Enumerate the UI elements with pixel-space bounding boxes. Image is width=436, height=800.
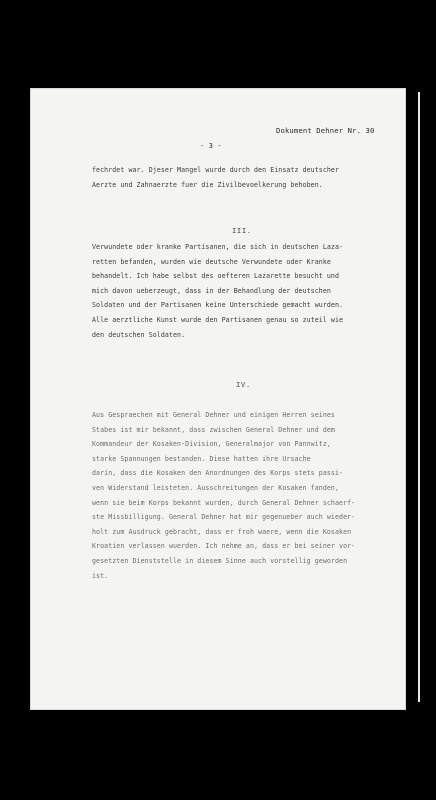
text-line: holt zum Ausdruck gebracht, dass er froh waere, wenn die Kosaken: [92, 527, 352, 536]
text-line: Kroatien verlassen wuerden. Ich nehme an, dass er bei seiner vor-: [92, 542, 356, 551]
text-line: Aerzte und Zahnaerzte fuer die Zivilbevoelkerung behoben.: [92, 180, 323, 189]
text-line: mich davon ueberzeugt, dass in der Behandlung der deutschen: [92, 286, 331, 295]
text-line: starke Spannungen bestanden. Diese hatten ihre Ursache: [92, 454, 311, 463]
text-line: ven Widerstand leisteten. Ausschreitungen der Kosaken fanden,: [92, 483, 340, 492]
text-line: wenn sie beim Korps bekannt wurden, durch General Dehner schaerf-: [92, 498, 356, 507]
text-line: retten befanden, wurden wie deutsche Verwundete oder Kranke: [92, 257, 331, 266]
text-line: Aus Gespraechen mit General Dehner und einigen Herren seines: [92, 411, 335, 419]
section-heading-iv: IV.: [236, 380, 251, 389]
paragraph-section-iv: [92, 408, 392, 583]
paragraph-section-iii: [92, 240, 392, 342]
text-line: ist.: [92, 571, 109, 580]
text-line: gesetzten Dienststelle in diesem Sinne auch vorstellig geworden: [92, 556, 348, 565]
page-number: - 3 -: [200, 141, 222, 150]
text-line: Alle aerztliche Kunst wurde den Partisanen genau so zuteil wie: [92, 315, 344, 324]
text-line: Kommandeur der Kosaken-Division, Generalmajor von Pannwitz,: [92, 440, 331, 449]
section-heading-iii: III.: [232, 226, 252, 235]
text-line: Verwundete oder kranke Partisanen, die sich in deutschen Laza-: [92, 243, 344, 251]
text-line: den deutschen Soldaten.: [92, 330, 186, 339]
page-edge-shadow: [418, 92, 420, 702]
text-line: fechrdet war. Djeser Mangel wurde durch den Einsatz deutscher: [92, 166, 340, 174]
document-reference: Dokument Dehner Nr. 30: [276, 126, 375, 135]
text-line: darin, dass die Kosaken den Anordnungen des Korps stets passi-: [92, 469, 344, 478]
paragraph-continuation: [92, 163, 392, 192]
text-line: Soldaten und der Partisanen keine Unterschiede gemacht wurden.: [92, 301, 344, 310]
text-line: Stabes ist mir bekannt, dass zwischen General Dehner und dem: [92, 425, 335, 434]
text-line: behandelt. Ich habe selbst des oefteren Lazarette besucht und: [92, 272, 340, 281]
text-line: ste Missbilligung. General Dehner hat mir gegenueber auch wieder-: [92, 513, 356, 522]
